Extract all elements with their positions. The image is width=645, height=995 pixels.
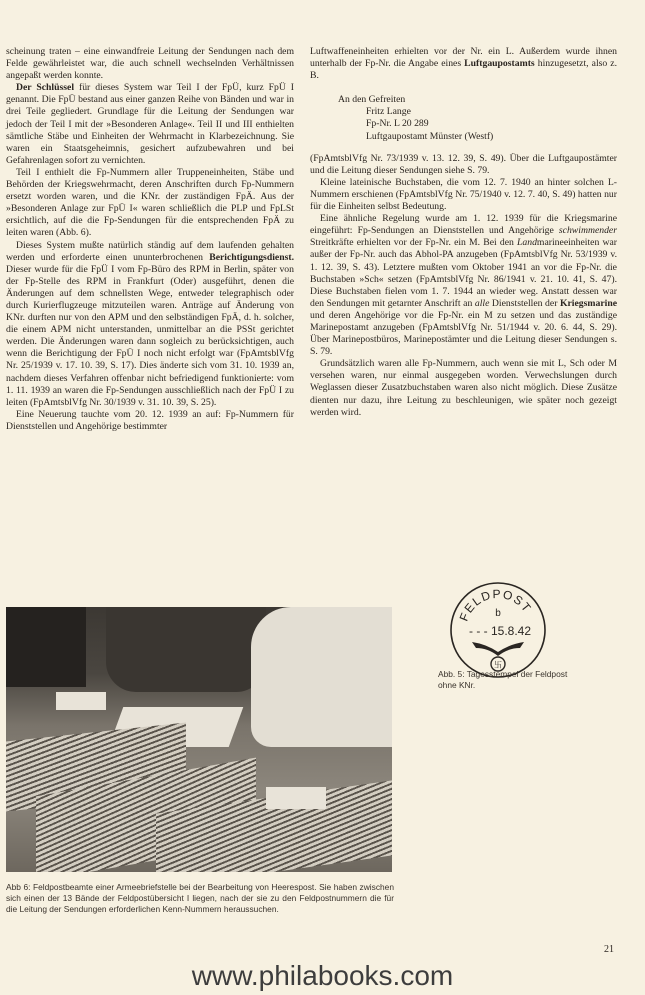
bold-term: Der Schlüssel: [16, 82, 75, 94]
svg-text:- - - 15.8.42: - - - 15.8.42: [468, 624, 532, 638]
svg-text:卐: 卐: [494, 660, 502, 670]
paragraph: scheinung traten – eine einwandfreie Leitung der Sendungen nach dem Felde gewährleistet war, die auch schnell wechselnden Verhältnissen angepaßt werden konnte.: [6, 46, 294, 82]
bold-term: Luftgaupostamts: [464, 58, 535, 70]
paragraph: Kleine lateinische Buchstaben, die vom 12. 7. 1940 an hinter solchen L-Nummern erschienen (FpAmtsblVfg Nr. 75/1940 v. 12. 7. 40, S. 49) hatten nur für die Einheiten selbst Bedeutung.: [310, 176, 617, 213]
feldpost-postmark-icon: [448, 580, 548, 680]
svg-text:FELDPOST: FELDPOST: [456, 586, 535, 624]
paragraph: Teil I enthielt die Fp-Nummern aller Truppeneinheiten, Stäbe und Behörden der Kriegswehrmacht, deren Anschriften durch Fp-Nummern ersetzt worden waren, und die KNr. der zuständigen FpÄ. Aus der »Besonderen Anlage zur FpÜ I« waren schließlich die PLP und FpLSt ersichtlich, auf die die Fp-Sendungen für die entsprechenden FpÄ zu leiten waren (Abb. 6).: [6, 166, 294, 239]
page-number: 21: [604, 944, 614, 955]
address-line: Fp-Nr. L 20 289: [366, 118, 429, 130]
paragraph-intro: Luftwaffeneinheiten erhielten vor der Nr. ein L. Außerdem wurde ihnen unterhalb der Fp-Nr. die Angabe eines Luftgaupostamts hinzugesetzt, also z. B.: [310, 46, 618, 82]
paragraph: Eine Neuerung tauchte vom 20. 12. 1939 an auf: Fp-Nummern für Dienststellen und Angehörige bestimmter: [6, 408, 294, 432]
right-text-column: [310, 46, 617, 419]
svg-text:b: b: [495, 608, 501, 619]
paragraph-schluessel: Der Schlüssel für dieses System war Teil I der FpÜ, kurz FpÜ I genannt. Die FpÜ bestand aus einer ganzen Reihe von Bänden und war in drei Teile gegliedert. Grundlage für die Leitung der Sendungen war jedoch der Teil I mit der »Besonderen Anlage«. Teil II und III enthielten sämtliche Stäbe und Einheiten der Wehrmacht in Klarbezeichnung. Sie waren ein Staatsgeheimnis, gesichert aufzubewahren und bei Gefahrenlagen sofort zu vernichten.: [6, 82, 295, 166]
address-line: An den Gefreiten: [338, 94, 406, 106]
address-line: Fritz Lange: [366, 106, 411, 118]
paragraph: (FpAmtsblVfg Nr. 73/1939 v. 13. 12. 39, S. 49). Über die Luftgaupostämter und die Leitung dieser Sendungen siehe S. 79.: [310, 152, 617, 176]
paragraph-berichtigung: Dieses System mußte natürlich ständig auf dem laufenden gehalten werden und erforderte einen ununterbrochenen Berichtigungsdienst. Dieser wurde für die FpÜ I vom Fp-Büro des RPM in Berlin, später von der Fp-Stelle des RPM in Frankfurt (Oder) ausgeführt, denen die Änderungen auf dem schnellsten Wege, entweder telegraphisch oder durch Kurierflugzeuge mitzuteilen waren. Anträge auf Änderung von KNr. durften nur von den APM und den selbständigen FpÄ, d. h. solcher, die einem APM nicht unterstanden, unmittelbar an die PSSt gerichtet werden. Die Änderungen waren dann sogleich zu berücksichtigen, auch wenn die Berichtigung der FpÜ I noch nicht erfolgt war (FpAmtsblVfg Nr. 25/1939 v. 17. 10. 39, S. 17). Dies änderte sich vom 31. 10. 1939 an, nachdem dieses Verfahren offenbar nicht befriedigend funktionierte: vom 1. 11. 1939 an waren die Fp-Sendungen ausschließlich nach der FpÜ I zu leiten (FpAmtsblVfg Nr. 30/1939 v. 31. 10. 39, S. 25).: [6, 239, 295, 408]
example-address: [310, 94, 617, 142]
left-text-column: [6, 46, 294, 433]
figure5-caption: Abb. 5: Tagesstempel der Feldpost ohne KNr.: [438, 669, 568, 690]
watermark-link: www.philabooks.com: [191, 960, 454, 991]
bold-term: Berichtigungsdienst.: [209, 251, 295, 263]
figure6-caption: Abb 6: Feldpostbeamte einer Armeebriefstelle bei der Bearbeitung von Heerespost. Sie haben zwischen sich einen der 13 Bände der Feldpostübersicht I liegen, nach der sie zu den Feldpostnummern die für die Leitung der Sendungen erforderlichen Kenn-Nummern heraussuchen.: [6, 882, 394, 914]
paragraph: Grundsätzlich waren alle Fp-Nummern, auch wenn sie mit L, Sch oder M versehen waren, nur einmal ausgegeben worden. Verwechslungen durch Weglassen dieser Zusatzbuchstaben waren also nicht möglich. Diese Zusätze dienten nur dazu, ihre Leitung zu beschleunigen, wie später noch gezeigt werden wird.: [310, 358, 617, 418]
address-line: Luftgaupostamt Münster (Westf): [366, 130, 494, 142]
photo-feldpost-workers: [6, 607, 392, 872]
paragraph-marine: Eine ähnliche Regelung wurde am 1. 12. 1939 für die Kriegsmarine eingeführt: Fp-Sendungen an Dienststellen und Angehörige schwimmender Streitkräfte erhielten vor der Fp-Nr. ein M. Bei den Landmarineeinheiten war außer der Fp-Nr. auch das Abhol-PA anzugeben (FpAmtsblVfg Nr. 53/1939 v. 1. 12. 39, S. 43). Letztere mußten vom Oktober 1941 an vor die Fp-Nr. die Buchstaben »Sch« setzen (FpAmtsblVfg Nr. 86/1941 v. 21. 10. 41, S. 47). Diese Buchstaben fielen vom 1. 7. 1944 an wieder weg. Anstatt dessen war den Sendungen mit getarnter Anschrift an alle Dienststellen der Kriegsmarine und deren Angehörige vor die Fp-Nr. ein M zu setzen und das zuständige Marinepostamt anzugeben (FpAmtsblVfg Nr. 51/1944 v. 20. 6. 44, S. 29). Über Marinepostbüros, Marinepostämter und die Leitung dieser Sendungen s. S. 79.: [310, 213, 618, 358]
